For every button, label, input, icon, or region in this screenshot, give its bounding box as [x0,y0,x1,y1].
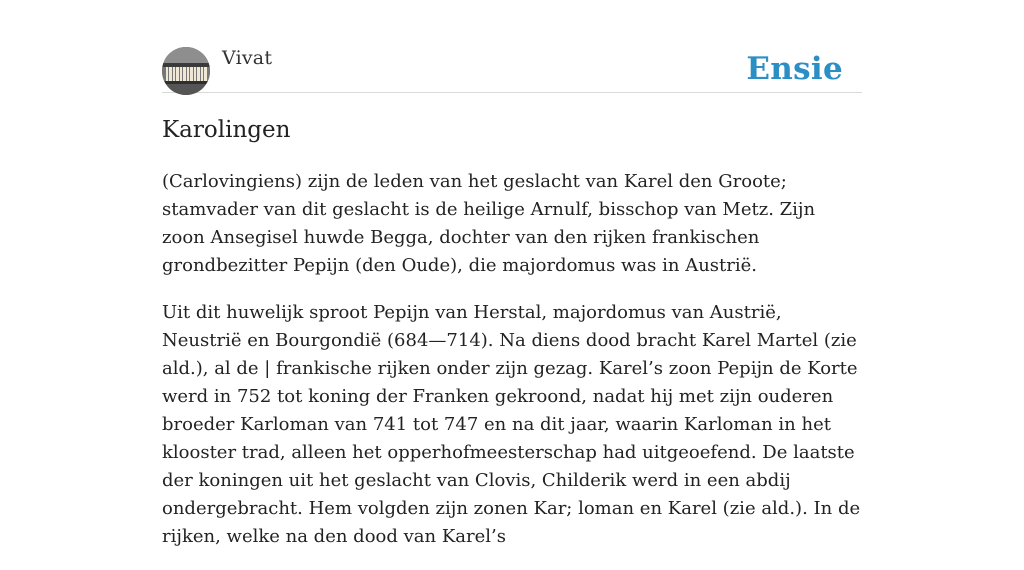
brand-logo[interactable]: Ensie [746,51,843,87]
article-title: Karolingen [162,117,291,143]
bookshelf-avatar-icon [162,47,210,95]
paragraph: Uit dit huwelijk sproot Pepijn van Herstal, majordomus van Austrië, Neustrië en Bourgondië (684—714). Na diens dood bracht Karel Martel (zie ald.), al de | frankische rijken onder zijn gezag. Karel’s zoon Pepijn de Korte werd in 752 tot koning der Franken gekroond, nadat hij met zijn ouderen broeder Karloman van 741 tot 747 en na dit jaar, waarin Karloman in het klooster trad, alleen het opperhofmeesterschap had uitgeoefend. De laatste der koningen uit het geslacht van Clovis, Childerik werd in een abdij ondergebracht. Hem volgden zijn zonen Kar; loman en Karel (zie ald.). In de rijken, welke na den dood van Karel’s [162,302,861,547]
site-avatar[interactable] [162,47,210,95]
article-body [162,168,862,570]
paragraph: (Carlovingiens) zijn de leden van het geslacht van Karel den Groote; stamvader van dit geslacht is de heilige Arnulf, bisschop van Metz. Zijn zoon Ansegisel huwde Begga, dochter van den rijken frankischen grondbezitter Pepijn (den Oude), die majordomus was in Austrië. [162,171,816,276]
site-header [162,0,862,93]
page [162,0,862,547]
site-name[interactable]: Vivat [222,47,273,69]
